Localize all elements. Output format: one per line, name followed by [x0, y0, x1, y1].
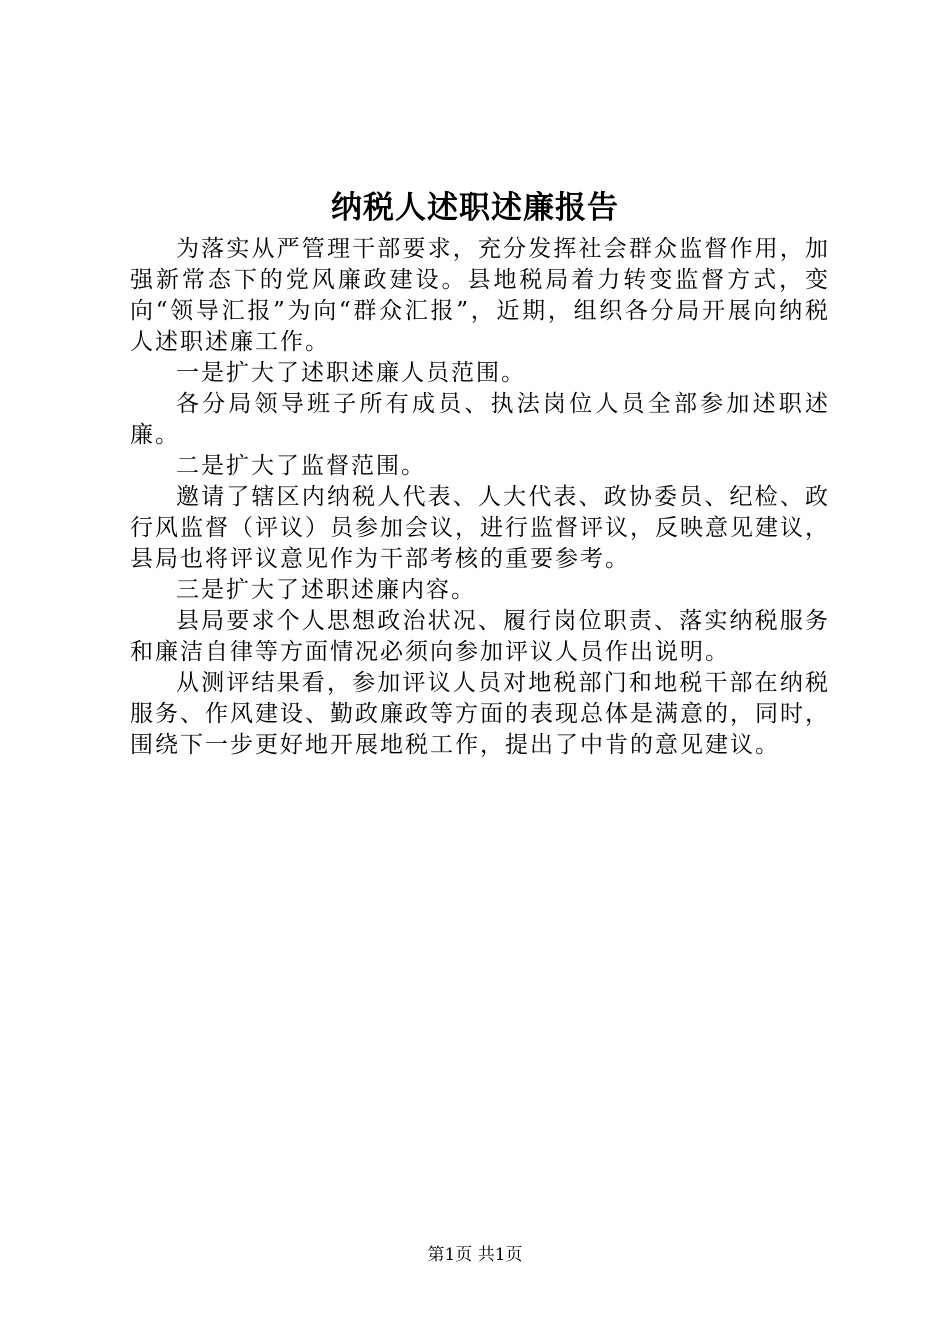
document-title: 纳税人述职述廉报告	[331, 190, 619, 226]
paragraph-point-three-detail: 县局要求个人思想政治状况、履行岗位职责、落实纳税服务和廉洁自律等方面情况必须向参加评议人员作出说明。	[130, 608, 830, 665]
paragraph-intro: 为落实从严管理干部要求，充分发挥社会群众监督作用，加强新常态下的党风廉政建设。县地税局着力转变监督方式，变向“领导汇报”为向“群众汇报”，近期，组织各分局开展向纳税人述职述廉工作。	[130, 236, 830, 355]
paragraph-conclusion: 从测评结果看，参加评议人员对地税部门和地税干部在纳税服务、作风建设、勤政廉政等方面的表现总体是满意的，同时，围绕下一步更好地开展地税工作，提出了中肯的意见建议。	[130, 670, 830, 758]
document-body	[130, 234, 830, 761]
paragraph-point-two-detail: 邀请了辖区内纳税人代表、人大代表、政协委员、纪检、政行风监督（评议）员参加会议，进行监督评议，反映意见建议，县局也将评议意见作为干部考核的重要参考。	[130, 484, 830, 572]
paragraph-point-one-detail: 各分局领导班子所有成员、执法岗位人员全部参加述职述廉。	[130, 391, 830, 448]
page-number-footer: 第1页 共1页	[427, 1245, 523, 1265]
paragraph-point-three-heading: 三是扩大了述职述廉内容。	[176, 577, 476, 603]
paragraph-point-one-heading: 一是扩大了述职述廉人员范围。	[176, 360, 526, 386]
paragraph-point-two-heading: 二是扩大了监督范围。	[176, 453, 426, 479]
